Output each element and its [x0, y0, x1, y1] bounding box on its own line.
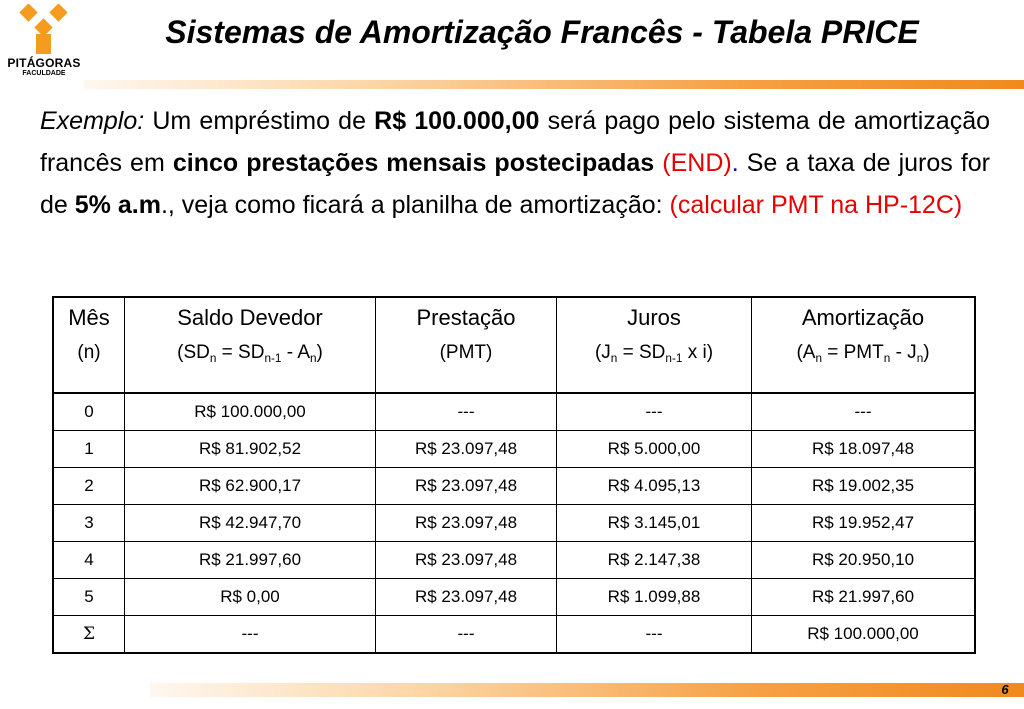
logo-subtitle: FACULDADE — [22, 70, 66, 77]
subheader-interest-formula: ($J_n = SD_{n-1}$ x i) — [557, 338, 752, 393]
header-interest: Juros — [557, 297, 752, 338]
interest-rate: 5% a.m — [74, 191, 161, 219]
subheader-amortization-formula: $(A_n = PMT_n - J_n)$ — [752, 338, 976, 393]
hp12c-note: (calcular PMT na HP-12C) — [669, 191, 963, 219]
cell-interest: R$ 2.147,38 — [557, 542, 752, 579]
period-mark: . — [731, 149, 739, 177]
para-text-2: será pago pelo sistema de amortização francês em — [40, 107, 991, 177]
header-balance: Saldo Devedor — [125, 297, 376, 338]
header-payment: Prestação — [376, 297, 557, 338]
cell-amortization: R$ 19.952,47 — [752, 505, 976, 542]
example-label: Exemplo: — [40, 107, 145, 135]
cell-interest: --- — [557, 616, 752, 654]
cell-balance: --- — [125, 616, 376, 654]
table-row — [53, 542, 975, 579]
table-row-total — [53, 616, 975, 654]
header-month: Mês — [53, 297, 125, 338]
pitagoras-logo — [4, 4, 84, 82]
table-subheader-row — [53, 338, 975, 393]
cell-payment: R$ 23.097,48 — [376, 505, 557, 542]
table-header-row — [53, 297, 975, 338]
cell-payment: R$ 23.097,48 — [376, 579, 557, 616]
logo-name: PITÁGORAS — [7, 56, 81, 70]
cell-balance: R$ 0,00 — [125, 579, 376, 616]
subheader-balance-formula: $(SD_n = SD_{n-1} - A_n)$ — [125, 338, 376, 393]
cell-interest: --- — [557, 393, 752, 431]
cell-month: 4 — [53, 542, 125, 579]
table-row — [53, 468, 975, 505]
cell-payment: --- — [376, 616, 557, 654]
example-paragraph — [40, 100, 990, 226]
table-row — [53, 579, 975, 616]
installments-text: cinco prestações mensais postecipadas — [172, 149, 655, 177]
cell-balance: R$ 62.900,17 — [125, 468, 376, 505]
para-text-3: Se a taxa de juros for de — [40, 149, 990, 219]
cell-amortization: R$ 21.997,60 — [752, 579, 976, 616]
cell-month: 2 — [53, 468, 125, 505]
end-mode-text: (END) — [654, 149, 732, 177]
subheader-month: (n) — [53, 338, 125, 393]
cell-payment: R$ 23.097,48 — [376, 431, 557, 468]
table-row — [53, 505, 975, 542]
logo-mark-icon — [12, 4, 76, 56]
table-row — [53, 431, 975, 468]
cell-balance: R$ 21.997,60 — [125, 542, 376, 579]
cell-interest: R$ 3.145,01 — [557, 505, 752, 542]
amortization-table — [52, 296, 976, 654]
header-amortization: Amortização — [752, 297, 976, 338]
cell-month: 1 — [53, 431, 125, 468]
loan-amount: R$ 100.000,00 — [374, 107, 540, 135]
cell-amortization: --- — [752, 393, 976, 431]
cell-amortization: R$ 19.002,35 — [752, 468, 976, 505]
para-text-1: Um empréstimo de — [144, 107, 375, 135]
cell-payment: R$ 23.097,48 — [376, 542, 557, 579]
cell-amortization: R$ 18.097,48 — [752, 431, 976, 468]
page-number: 6 — [1001, 682, 1009, 697]
cell-amortization: R$ 20.950,10 — [752, 542, 976, 579]
cell-month: 3 — [53, 505, 125, 542]
footer-bar — [150, 683, 1024, 697]
page-title: Sistemas de Amortização Francês - Tabela PRICE — [165, 14, 919, 50]
cell-balance: R$ 81.902,52 — [125, 431, 376, 468]
subheader-payment-formula: (PMT) — [376, 338, 557, 393]
cell-interest: R$ 4.095,13 — [557, 468, 752, 505]
cell-amortization-total: R$ 100.000,00 — [752, 616, 976, 654]
cell-payment: --- — [376, 393, 557, 431]
title-underline-bar — [84, 80, 1024, 89]
table-row — [53, 393, 975, 431]
cell-payment: R$ 23.097,48 — [376, 468, 557, 505]
sum-symbol: Σ — [53, 616, 125, 654]
cell-balance: R$ 42.947,70 — [125, 505, 376, 542]
cell-month: 0 — [53, 393, 125, 431]
cell-interest: R$ 1.099,88 — [557, 579, 752, 616]
cell-balance: R$ 100.000,00 — [125, 393, 376, 431]
cell-interest: R$ 5.000,00 — [557, 431, 752, 468]
cell-month: 5 — [53, 579, 125, 616]
para-text-4: ., veja como ficará a planilha de amortização: — [160, 191, 670, 219]
